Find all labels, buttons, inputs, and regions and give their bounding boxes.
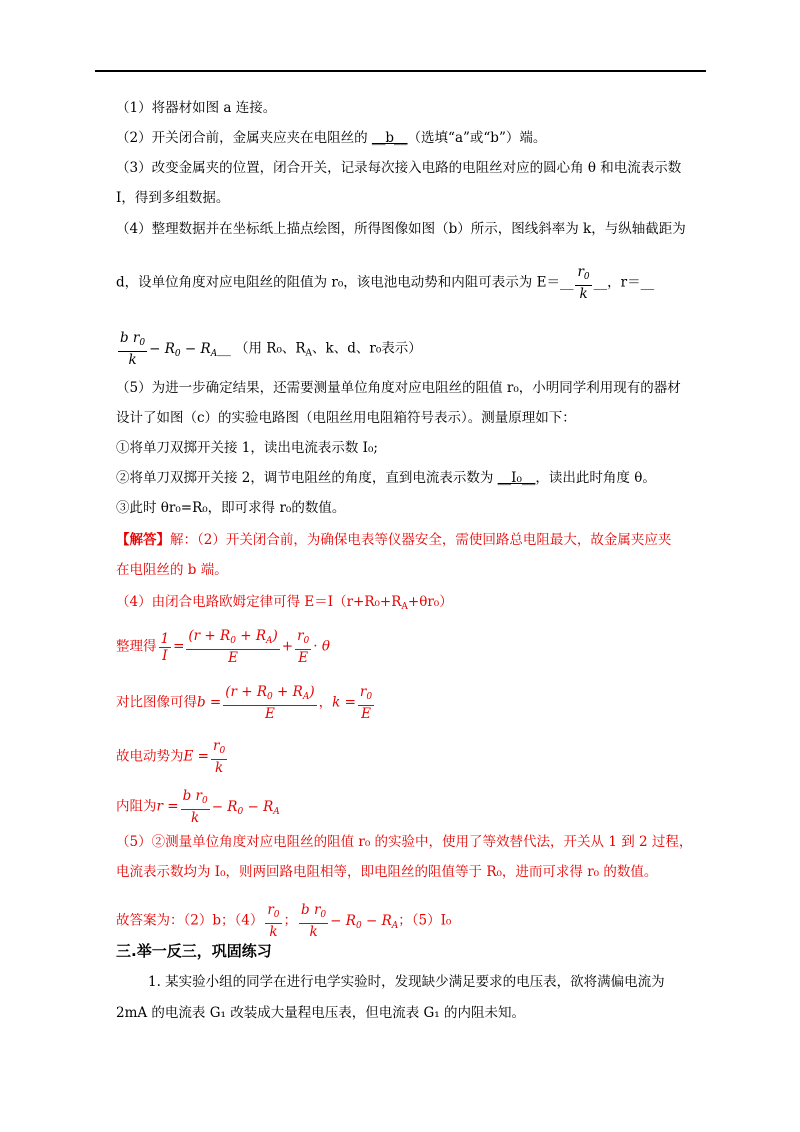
answer-ohm-text: （4）由闭合电路欧姆定律可得 E＝I（r+R₀+R bbox=[116, 594, 402, 610]
circle-step-3: ③此时 θr₀=R₀，即可求得 r₀的数值。 bbox=[116, 500, 346, 516]
circle-step-1: ①将单刀双掷开关接 1，读出电流表示数 I₀; bbox=[116, 440, 378, 456]
fraction-r0-over-k: $\frac{r_0}{k}$ bbox=[577, 264, 590, 302]
final-answer-end: ；（5）I₀ bbox=[398, 912, 452, 929]
answer-line-2: 在电阻丝的 b 端。 bbox=[116, 562, 228, 578]
step-3-line-2: I，得到多组数据。 bbox=[116, 190, 230, 206]
answer-ohm-text-end: +θr₀） bbox=[407, 594, 453, 610]
step-5-line-1: （5）为进一步确定结果，还需要测量单位角度对应电阻丝的阻值 r₀，小明同学利用现有的器材 bbox=[116, 380, 681, 396]
header-rule bbox=[95, 70, 706, 72]
circle-step-2 bbox=[116, 468, 656, 488]
question-1-line-2: 2mA 的电流表 G₁ 改装成大量程电压表，但电流表 G₁ 的内阻未知。 bbox=[116, 1005, 525, 1021]
answer-equation-4: 内阻为r = $\frac{b r_0}{k}$ − $R_0 - R_A$ bbox=[116, 788, 280, 826]
step-4-note-end: 、k、d、r₀表示） bbox=[312, 340, 422, 357]
equation-3-label: 故电动势为 bbox=[116, 748, 184, 765]
step-2 bbox=[116, 128, 546, 148]
step-4-note: （用 R₀、R bbox=[235, 340, 306, 357]
answer-equation-3: 故电动势为E = $\frac{r_0}{k}$ bbox=[116, 738, 226, 776]
step-4-line-3: $\frac{b r_0}{k}$ − $R_0$ − $R_A\_\_$ （用 R₀、$R_A$、k、d、r₀表示） bbox=[120, 330, 422, 368]
circle-step-2-text-end: ，读出此时角度 θ。 bbox=[535, 470, 656, 486]
question-1-line-1: 1. 某实验小组的同学在进行电学实验时，发现缺少满足要求的电压表，欲将满偏电流为 bbox=[148, 974, 665, 990]
circle-step-2-text: ②将单刀双掷开关接 2，调节电阻丝的角度，直到电流表示数为 bbox=[116, 470, 498, 486]
fraction-br0-over-k: $\frac{b r_0}{k}$ bbox=[120, 330, 146, 368]
step-2-text-end: （选填“a”或“b”）端。 bbox=[407, 130, 547, 146]
step-4-line-2 bbox=[116, 264, 654, 302]
step-2-text: （2）开关闭合前，金属夹应夹在电阻丝的 bbox=[116, 130, 372, 146]
answer-line-5b: 电流表示数均为 I₀，则两回路电阻相等，即电阻丝的阻值等于 R₀，进而可求得 r₀ 的数值。 bbox=[116, 864, 658, 880]
step-2-answer: __b__ bbox=[371, 130, 408, 146]
step-4-text: d，设单位角度对应电阻丝的阻值为 r₀，该电池电动势和内阻可表示为 E＝__ bbox=[116, 274, 574, 291]
equation-4-label: 内阻为 bbox=[116, 798, 157, 815]
step-3-line-1: （3）改变金属夹的位置，闭合开关，记录每次接入电路的电阻丝对应的圆心角 θ 和电流表示数 bbox=[116, 160, 682, 176]
answer-line-3: （4）由闭合电路欧姆定律可得 $E=I(r+R_0+R_A+\theta r_0)$ bbox=[116, 594, 453, 612]
section-heading: 三.举一反三，巩固练习 bbox=[116, 942, 272, 960]
answer-line-1 bbox=[116, 530, 671, 550]
answer-equation-2: 对比图像可得b = $\frac{(r + R_0 + R_A)}{E}$ ，k = $\frac{r_0}{E}$ bbox=[116, 684, 373, 722]
answer-tag: 【解答】 bbox=[116, 532, 170, 548]
step-5-line-2: 设计了如图（c）的实验电路图（电阻丝用电阻箱符号表示）。测量原理如下： bbox=[116, 410, 576, 426]
equation-2-label: 对比图像可得 bbox=[116, 694, 197, 711]
step-1: （1）将器材如图 a 连接。 bbox=[116, 100, 277, 116]
answer-line-5a: （5）②测量单位角度对应电阻丝的阻值 r₀ 的实验中，使用了等效替代法，开关从 1 到 2 过程， bbox=[116, 834, 693, 850]
final-answer-separator: ； bbox=[283, 912, 298, 929]
equation-1-label: 整理得 bbox=[116, 638, 157, 655]
final-answer: 故答案为：（2）b；（4） $\frac{r_0}{k}$ ； $\frac{b r_0}{k}$ − $R_0 - R_A$；（5）I₀ bbox=[116, 902, 452, 940]
final-answer-label: 故答案为：（2）b；（4） bbox=[116, 912, 264, 929]
circle-step-2-answer: __I₀__ bbox=[497, 470, 536, 486]
step-4-line-1: （4）整理数据并在坐标纸上描点绘图，所得图像如图（b）所示，图线斜率为 k，与纵轴截距为 bbox=[116, 221, 686, 237]
step-4-text-mid: __，r＝__ bbox=[593, 274, 655, 291]
answer-text: 解：（2）开关闭合前，为确保电表等仪器安全，需使回路总电阻最大，故金属夹应夹 bbox=[170, 532, 672, 548]
answer-equation-1: 整理得 $\frac{1}{I}$ = $\frac{(r + R_0 + R_A)}{E}$ + $\frac{r_0}{E}$ · θ bbox=[116, 628, 330, 666]
